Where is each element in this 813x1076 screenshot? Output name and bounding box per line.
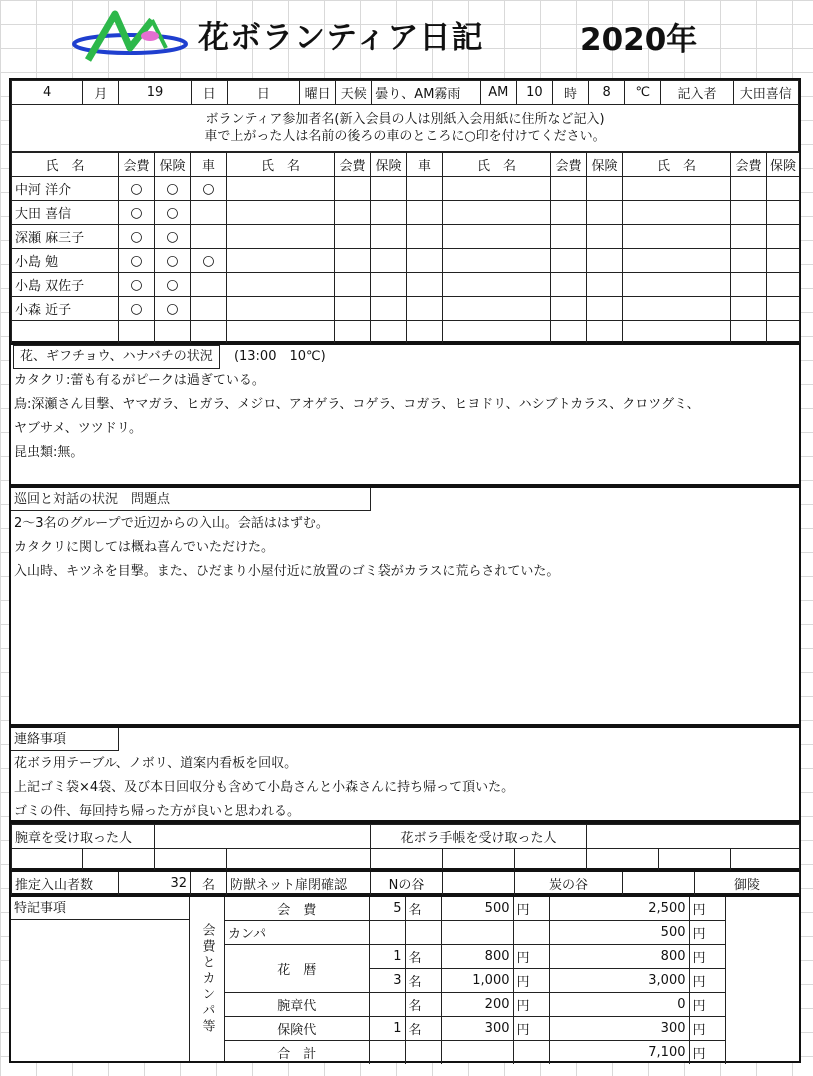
participant-ins: ○ [155,225,191,249]
participant-name: 深瀬 麻三子 [12,225,119,249]
participant-fee: ○ [119,225,155,249]
col-ins-3: 保険 [587,153,623,177]
fee-row [225,921,725,945]
fee-count: 1 [369,945,405,969]
fee-count: 1 [369,1017,405,1041]
fee-unit: 名 [405,969,441,993]
month-label: 月 [83,81,119,105]
participant-name [12,321,119,345]
fee-count [369,1041,405,1065]
col-name-3: 氏 名 [443,153,551,177]
fee-price: 300 [441,1017,513,1041]
participant-car [191,321,227,345]
fee-yen: 円 [513,1017,549,1041]
table-row [12,249,800,273]
weekday-value: 日 [227,81,299,105]
participants-header [12,153,800,177]
fees-section [9,895,801,1063]
fee-yen: 円 [513,897,549,921]
fee-label: カンパ [225,921,369,945]
patrol-line: 2～3名のグループで近辺からの入山。会話ははずむ。 [14,516,329,531]
fee-yen: 円 [689,1041,725,1065]
fee-yen [513,1041,549,1065]
patrol-heading: 巡回と対話の状況 問題点 [11,488,371,511]
participant-fee: ○ [119,297,155,321]
hour-value: 10 [516,81,552,105]
contact-line: 上記ゴミ袋×4袋、及び本日回収分も含めて小島さんと小森さんに持ち帰って頂いた。 [14,780,515,795]
col-car-2: 車 [407,153,443,177]
fee-count: 3 [369,969,405,993]
temp-label: ℃ [625,81,661,105]
ampm: AM [480,81,516,105]
flowers-heading: 花、ギフチョウ、ハナバチの状況 [13,345,220,369]
fee-total: 800 [549,945,689,969]
col-name-1: 氏 名 [12,153,119,177]
fee-price [441,921,513,945]
estimate-label: 推定入山者数 [12,872,119,896]
fee-yen: 円 [689,1017,725,1041]
participant-ins: ○ [155,297,191,321]
patrol-line: カタクリに関しては概ね喜んでいただけた。 [14,540,275,555]
participant-ins: ○ [155,273,191,297]
flowers-section [9,343,801,486]
participant-car [191,297,227,321]
fee-row [225,1041,725,1065]
fee-row [225,897,725,921]
patrol-section [9,486,801,726]
table-row [12,177,800,201]
page-year: 2020年 [580,22,698,58]
temp-value: 8 [589,81,625,105]
participant-car [191,225,227,249]
fee-unit: 名 [405,945,441,969]
weekday-label: 曜日 [300,81,336,105]
fee-label: 花 暦 [225,945,369,993]
participant-fee [119,321,155,345]
col-ins-4: 保険 [767,153,800,177]
receipts-section [9,822,801,870]
contact-heading: 連絡事項 [11,728,119,751]
fee-total: 300 [549,1017,689,1041]
participant-ins [155,321,191,345]
fee-total: 0 [549,993,689,1017]
participant-fee: ○ [119,249,155,273]
participant-name: 小森 近子 [12,297,119,321]
col-fee-2: 会費 [335,153,371,177]
contact-line: ゴミの件、毎回持ち帰った方が良いと思われる。 [14,804,301,819]
weather-value: 曇り、AM霧雨 [372,81,480,105]
hour-label: 時 [552,81,588,105]
instructions [12,105,799,152]
fees-table [225,897,726,1064]
fee-row [225,1017,725,1041]
table-row [12,321,800,345]
fee-yen: 円 [689,897,725,921]
estimate-section [9,870,801,895]
col-name-4: 氏 名 [623,153,731,177]
col-fee-1: 会費 [119,153,155,177]
recorder-value: 大田喜信 [733,81,798,105]
participant-ins: ○ [155,249,191,273]
fee-total: 500 [549,921,689,945]
col-ins-2: 保険 [371,153,407,177]
coal-valley-label: 炭の谷 [515,872,623,896]
fee-unit [405,921,441,945]
fee-label: 会 費 [225,897,369,921]
fee-total: 2,500 [549,897,689,921]
month-value: 4 [12,81,83,105]
fee-yen [513,921,549,945]
table-row [12,225,800,249]
fee-label: 合 計 [225,1041,369,1065]
contact-line: 花ボラ用テーブル、ノボリ、道案内看板を回収。 [14,756,298,771]
participant-fee: ○ [119,273,155,297]
day-label: 日 [191,81,227,105]
contact-section [9,726,801,822]
instructions-line-2: 車で上がった人は名前の後ろの車のところに○印を付けてください。 [204,129,606,144]
participant-fee: ○ [119,201,155,225]
table-row [12,273,800,297]
fee-row [225,993,725,1017]
table-row [12,297,800,321]
fee-price: 500 [441,897,513,921]
table-row [12,201,800,225]
fee-row [225,945,725,969]
col-ins-1: 保険 [155,153,191,177]
participant-name: 小島 双佐子 [12,273,119,297]
weather-label: 天候 [336,81,372,105]
fee-yen: 円 [689,945,725,969]
flowers-line: 昆虫類:無。 [14,445,84,460]
fee-label: 腕章代 [225,993,369,1017]
participants-table [11,152,800,345]
fee-yen: 円 [689,993,725,1017]
logo [70,8,190,66]
imperial-tomb-label: 御陵 [695,872,800,896]
special-label: 特記事項 [11,897,189,920]
fee-total: 7,100 [549,1041,689,1065]
participant-fee: ○ [119,177,155,201]
fee-yen: 円 [513,945,549,969]
armband-recipient-label: 腕章を受け取った人 [12,825,155,849]
fee-unit [405,1041,441,1065]
participants-section [9,78,801,343]
flowers-line: 鳥:深瀬さん目撃、ヤマガラ、ヒガラ、メジロ、アオゲラ、コゲラ、コガラ、ヒヨドリ、ハシブトカラス、クロツグミ、 [14,397,700,412]
participant-name: 中河 洋介 [12,177,119,201]
page-title: 花ボランティア日記 [198,20,484,56]
fee-unit: 名 [405,1017,441,1041]
participant-ins: ○ [155,177,191,201]
net-check-label: 防獣ネット扉閉確認 [227,872,371,896]
participant-name: 小島 勉 [12,249,119,273]
fee-count [369,921,405,945]
fee-unit: 名 [405,897,441,921]
instructions-line-1: ボランティア参加者名(新入会員の人は別紙入会用紙に住所など記入) [205,112,605,127]
flowers-time: (13:00 10℃) [233,349,326,364]
fee-total: 3,000 [549,969,689,993]
recorder-label: 記入者 [661,81,733,105]
col-car-1: 車 [191,153,227,177]
participant-car [191,273,227,297]
estimate-value: 32 [119,872,191,896]
fee-price: 200 [441,993,513,1017]
fee-count [369,993,405,1017]
fee-price: 1,000 [441,969,513,993]
estimate-unit: 名 [191,872,227,896]
notebook-recipient-label: 花ボラ手帳を受け取った人 [371,825,587,849]
fee-yen: 円 [513,969,549,993]
date-row [12,81,799,105]
flowers-line: カタクリ:蕾も有るがピークは過ぎている。 [14,373,265,388]
participant-car [191,201,227,225]
participant-car: ○ [191,249,227,273]
fee-yen: 円 [513,993,549,1017]
participant-name: 大田 喜信 [12,201,119,225]
fee-price [441,1041,513,1065]
participant-ins: ○ [155,201,191,225]
day-value: 19 [119,81,191,105]
col-name-2: 氏 名 [227,153,335,177]
col-fee-3: 会費 [551,153,587,177]
fee-unit: 名 [405,993,441,1017]
participant-car: ○ [191,177,227,201]
patrol-line: 入山時、キツネを目撃。また、ひだまり小屋付近に放置のゴミ袋がカラスに荒らされていた。 [14,564,560,579]
fee-price: 800 [441,945,513,969]
col-fee-4: 会費 [731,153,767,177]
fees-vertical-label: 会費とカンパ等 [189,897,225,1061]
fee-label: 保険代 [225,1017,369,1041]
fee-count: 5 [369,897,405,921]
n-valley-label: Nの谷 [371,872,443,896]
flowers-line: ヤブサメ、ツツドリ。 [14,421,143,436]
flower-logo-icon [70,8,190,66]
fee-yen: 円 [689,969,725,993]
fee-yen: 円 [689,921,725,945]
